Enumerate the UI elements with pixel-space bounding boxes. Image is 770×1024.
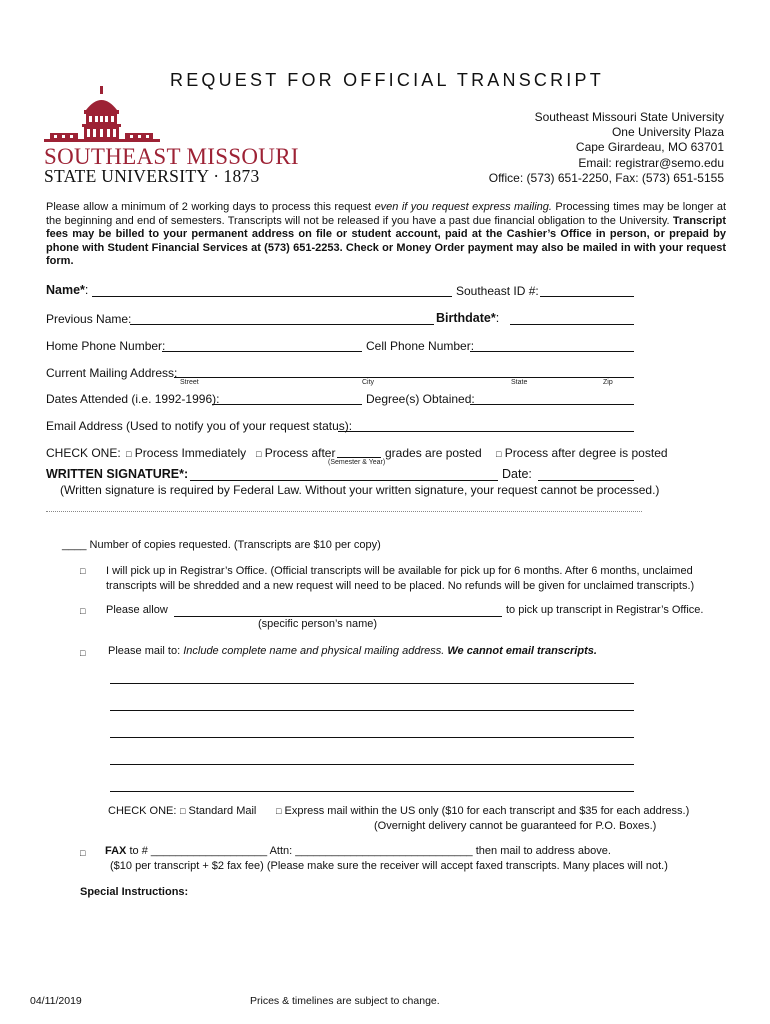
process-after-degree-option[interactable]: □ Process after degree is posted (496, 446, 668, 460)
allow-tail: to pick up transcript in Registrar’s Office. (506, 604, 704, 616)
attn-blank[interactable]: _____________________________ (295, 845, 473, 857)
footer-note: Prices & timelines are subject to change. (250, 995, 440, 1007)
fax-note: ($10 per transcript + $2 fax fee) (Please make sure the receiver will accept faxed transcripts. Many places will not.) (110, 860, 668, 872)
birthdate-line (510, 324, 634, 325)
registrar-email: Email: registrar@semo.edu (578, 155, 724, 170)
logo-wordmark: SOUTHEAST MISSOURI (44, 144, 299, 169)
cell-phone-label: Cell Phone Number: (366, 339, 475, 353)
express-note: (Overnight delivery cannot be guaranteed for P.O. Boxes.) (374, 820, 657, 832)
email-label: Email Address (Used to notify you of your request status): (46, 419, 353, 433)
signature-line (190, 480, 498, 481)
home-phone-field[interactable] (163, 336, 361, 350)
check-one-label: CHECK ONE: (46, 446, 121, 460)
university-logo (44, 86, 299, 188)
office-phone-fax: Office: (573) 651-2250, Fax: (573) 651-5155 (488, 170, 724, 185)
previous-name-line (130, 324, 434, 325)
mail-address-line[interactable] (110, 764, 634, 765)
standard-mail-option[interactable]: □ Standard Mail (180, 805, 257, 817)
street-address: One University Plaza (611, 125, 724, 140)
dates-attended-label: Dates Attended (i.e. 1992-1996): (46, 392, 220, 406)
state-hint: State (511, 379, 528, 386)
name-field[interactable] (93, 281, 451, 295)
allow-label: Please allow (106, 604, 168, 616)
allow-person-line (174, 616, 502, 617)
mail-checkbox-icon[interactable]: □ (80, 648, 86, 658)
registrar-address (489, 110, 724, 186)
semester-year-hint: (Semester & Year) (328, 459, 386, 466)
mail-address-line[interactable] (110, 683, 634, 684)
mailing-address-line (174, 377, 634, 378)
allow-person-field[interactable] (175, 601, 501, 615)
degrees-line (470, 404, 634, 405)
previous-name-field[interactable] (131, 309, 433, 323)
mail-address-line[interactable] (110, 737, 634, 738)
cell-phone-field[interactable] (471, 336, 633, 350)
allow-checkbox-icon[interactable]: □ (80, 606, 86, 616)
cell-phone-line (470, 351, 634, 352)
mail-address-line[interactable] (110, 710, 634, 711)
copies-row: ____ Number of copies requested. (Transcripts are $10 per copy) (62, 539, 381, 551)
home-phone-line (162, 351, 362, 352)
checkbox-icon[interactable]: □ (180, 806, 186, 816)
checkbox-icon[interactable]: □ (496, 449, 502, 459)
pickup-option: I will pick up in Registrar’s Office. (Official transcripts will be available for pick up for 6 months. After 6 months, unclaimed transcripts will be shredded and a new request will need to be placed. No refunds will be given for unclaimed transcripts.) (106, 565, 695, 592)
process-after-option[interactable]: □ Process after (256, 446, 336, 460)
grades-posted-label: grades are posted (385, 446, 482, 460)
southeast-id-line (540, 296, 634, 297)
mailing-address-label: Current Mailing Address: (46, 366, 178, 380)
southeast-id-field[interactable] (541, 281, 633, 295)
pickup-checkbox-icon[interactable]: □ (80, 566, 86, 576)
city-state-zip: Cape Girardeau, MO 63701 (575, 140, 724, 155)
logo-subtitle: STATE UNIVERSITY · 1873 (44, 166, 260, 186)
dates-attended-field[interactable] (213, 389, 361, 403)
semester-line (337, 457, 381, 458)
degrees-field[interactable] (471, 389, 633, 403)
previous-name-label: Previous Name: (46, 312, 132, 326)
express-mail-option[interactable]: □ Express mail within the US only ($10 for each transcript and $35 for each address.) (276, 805, 690, 817)
process-immediately-option[interactable]: □ Process Immediately (126, 446, 247, 460)
academic-hall-dome-icon (42, 86, 162, 146)
signature-label: WRITTEN SIGNATURE*: (46, 467, 189, 481)
special-instructions-label: Special Instructions: (80, 886, 189, 898)
birthdate-label: Birthdate*: (436, 311, 500, 325)
city-hint: City (362, 379, 375, 386)
mail-check-one-label: CHECK ONE: (108, 805, 177, 817)
page-title: REQUEST FOR OFFICIAL TRANSCRIPT (170, 70, 604, 90)
signature-field[interactable] (191, 465, 497, 479)
fax-checkbox-icon[interactable]: □ (80, 848, 86, 858)
fax-row: FAX to # ___________________ Attn: _____________________________ then mail to address above. (105, 845, 611, 857)
degrees-label: Degree(s) Obtained: (366, 392, 475, 406)
date-field[interactable] (539, 465, 633, 479)
mailing-address-field[interactable] (175, 362, 633, 376)
section-divider (46, 511, 642, 512)
signature-note: (Written signature is required by Federal Law. Without your written signature, your request cannot be processed.) (60, 483, 660, 497)
mail-address-line[interactable] (110, 791, 634, 792)
checkbox-icon[interactable]: □ (276, 806, 282, 816)
checkbox-icon[interactable]: □ (126, 449, 132, 459)
name-label: Name*: (46, 283, 89, 297)
fax-number-blank[interactable]: ___________________ (150, 845, 268, 857)
copies-blank[interactable]: ____ (62, 539, 87, 551)
home-phone-label: Home Phone Number: (46, 339, 166, 353)
form-date: 04/11/2019 (30, 995, 82, 1007)
mail-to-label: Please mail to: Include complete name and physical mailing address. We cannot email transcripts. (108, 645, 597, 657)
checkbox-icon[interactable]: □ (256, 449, 262, 459)
birthdate-field[interactable] (511, 309, 633, 323)
specific-person-hint: (specific person’s name) (258, 618, 378, 630)
zip-hint: Zip (603, 379, 613, 386)
email-field[interactable] (339, 416, 633, 430)
southeast-id-label: Southeast ID #: (456, 284, 539, 298)
email-line (338, 431, 634, 432)
intro-paragraph: Please allow a minimum of 2 working days to process this request even if you request express mailing. Processing times may be longer at the beginning and end of semesters. Transcripts will not be released if you have a past due financial obligation to the University. Transcript fees may be billed to your permanent address on file or student account, paid at the Cashier’s Office in person, or prepaid by phone with Student Financial Services at (573) 651-2253. Check or Money Order payment may also be mailed in with your request form. (46, 201, 726, 268)
university-name: Southeast Missouri State University (534, 110, 724, 124)
street-hint: Street (180, 379, 199, 386)
name-line (92, 296, 452, 297)
date-label: Date: (502, 467, 532, 481)
special-instructions-field[interactable] (80, 902, 644, 986)
dates-attended-line (212, 404, 362, 405)
date-line (538, 480, 634, 481)
semester-field[interactable] (338, 442, 380, 456)
